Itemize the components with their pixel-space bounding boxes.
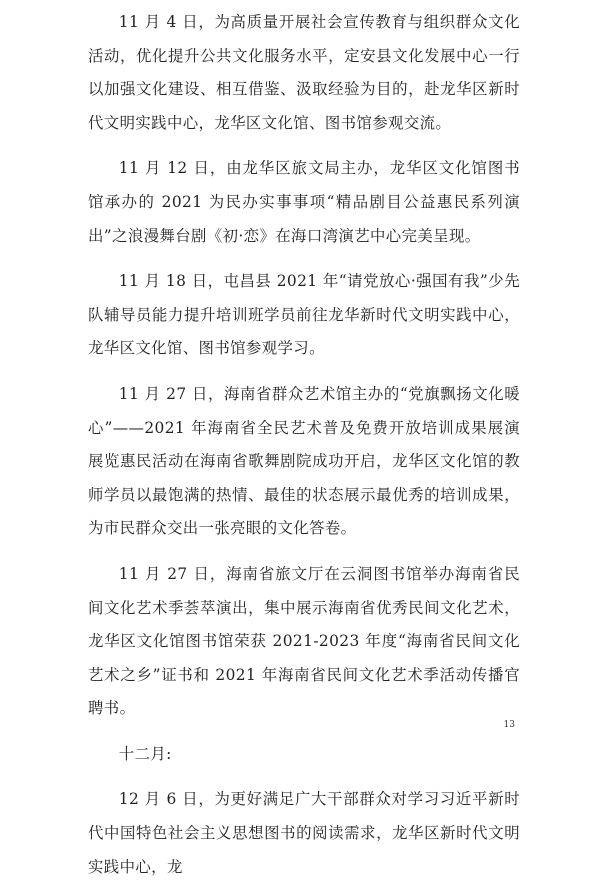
section-heading-december: 十二月:	[118, 744, 172, 763]
paragraph-nov-4: 11 月 4 日，为高质量开展社会宣传教育与组织群众文化活动，优化提升公共文化服务水平，定安县文化发展中心一行以加强文化建设、相互借鉴、汲取经验为目的，赴龙华区新时代文明实践中心，龙华区文化馆、图书馆参观交流。	[88, 13, 520, 132]
document-body	[88, 6, 520, 896]
paragraph-nov-12: 11 月 12 日，由龙华区旅文局主办，龙华区文化馆图书馆承办的 2021 为民办实事事项“精品剧目公益惠民系列演出”之浪漫舞台剧《初·恋》在海口湾演艺中心完美呈现。	[88, 159, 520, 245]
page-number: 13	[503, 720, 515, 730]
paragraph-nov-27-a: 11 月 27 日，海南省群众艺术馆主办的“党旗飘扬文化暖心”——2021 年海南省全民艺术普及免费开放培训成果展演展览惠民活动在海南省歌舞剧院成功开启，龙华区文化馆的教师学员以最饱满的热情、最佳的状态展示最优秀的培训成果，为市民群众交出一张亮眼的文化答卷。	[88, 384, 520, 538]
paragraph-dec-6: 12 月 6 日，为更好满足广大干部群众对学习习近平新时代中国特色社会主义思想图书的阅读需求，龙华区新时代文明实践中心，龙	[88, 790, 520, 876]
paragraph-nov-18: 11 月 18 日，屯昌县 2021 年“请党放心·强国有我”少先队辅导员能力提升培训班学员前往龙华新时代文明实践中心，龙华区文化馆、图书馆参观学习。	[88, 272, 520, 358]
paragraph-nov-27-b: 11 月 27 日，海南省旅文厅在云洞图书馆举办海南省民间文化艺术季荟萃演出，集中展示海南省优秀民间文化艺术，龙华区文化馆图书馆荣获 2021-2023 年度“海南省民间文化艺术之乡”证书和 2021 年海南省民间文化艺术季活动传播官聘书。	[88, 564, 520, 718]
